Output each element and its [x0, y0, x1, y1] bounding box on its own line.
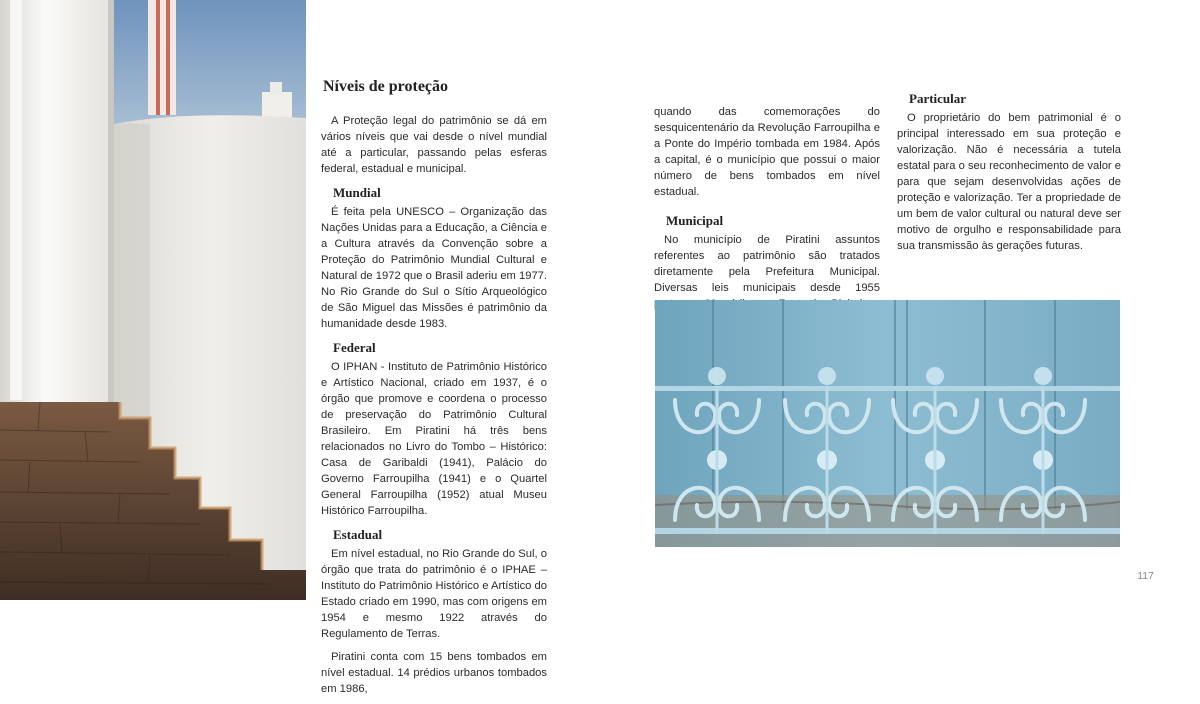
estadual-paragraph-2: Piratini conta com 15 bens tombados em nível estadual. 14 prédios urbanos tombados em 1986,	[321, 651, 547, 695]
mundial-paragraph: É feita pela UNESCO – Organização das Nações Unidas para a Educação, a Ciência e a Cultura através da Convenção sobre a Proteção do Patrimônio Mundial Cultural e Natural de 1972 que o Brasil aderiu em 1977. No Rio Grande do Sul o Sítio Arqueológico de São Miguel das Missões é patrimônio da humanidade desde 1983.	[321, 206, 547, 330]
intro-paragraph: A Proteção legal do patrimônio se dá em vários níveis que vai desde o nível mundial até a particular, passando pelas esferas federal, estadual e municipal.	[321, 115, 547, 175]
federal-paragraph: O IPHAN - Instituto de Patrimônio Histórico e Artístico Nacional, criado em 1937, é o órgão que promove e coordena o processo de preservação do Patrimônio Cultural Brasileiro. Em Piratini há três bens relacionados no Livro do Tombo – Histórico: Casa de Garibaldi (1941), Palácio do Governo Farroupilha (1941) e o Quartel General Farroupilha (1952) atual Museu Histórico Farroupilha.	[321, 361, 547, 517]
estadual-paragraph: Em nível estadual, no Rio Grande do Sul, o órgão que trata do patrimônio é o IPHAE – Instituto do Patrimônio Histórico e Artístico do Estado criado em 1990, mas com origens em 1954 e mesmo 1922 através do Regulamento de Terras.	[321, 548, 547, 640]
municipal-paragraph: No município de Piratini assuntos referentes ao patrimônio são tratados diretamente pela Prefeitura Municipal. Diversas leis municipais desde 1955	[654, 234, 880, 294]
page-number: 117	[1137, 570, 1154, 582]
particular-paragraph: O proprietário do bem patrimonial é o principal interessado em sua proteção e valorização. Não é necessária a tutela estatal para o seu reconhecimento de valor e para que sejam desenvolvidas ações de proteção e valorização. Ter a propriedade de um bem de valor cultural ou natural deve ser motivo de orgulho e responsabilidade para sua transmissão às gerações futuras.	[897, 112, 1121, 252]
section-heading-municipal: Municipal	[666, 213, 724, 228]
photo-white-wall-steps	[0, 0, 306, 600]
estadual-continuation-paragraph: quando das comemorações do sesquicentenário da Revolução Farroupilha e a Ponte do Império tombada em 1984. Após a capital, é o município que possui o maior número de bens tombados em nível estadual.	[654, 106, 880, 198]
photo-blue-door-railing	[655, 300, 1120, 547]
text-column-1	[321, 113, 547, 704]
page-title: Níveis de proteção	[323, 78, 449, 95]
text-column-2	[654, 104, 880, 319]
section-heading-estadual: Estadual	[333, 527, 383, 542]
text-column-3	[897, 88, 1121, 261]
section-heading-mundial: Mundial	[333, 185, 381, 200]
section-heading-particular: Particular	[909, 91, 967, 106]
section-heading-federal: Federal	[333, 340, 376, 355]
